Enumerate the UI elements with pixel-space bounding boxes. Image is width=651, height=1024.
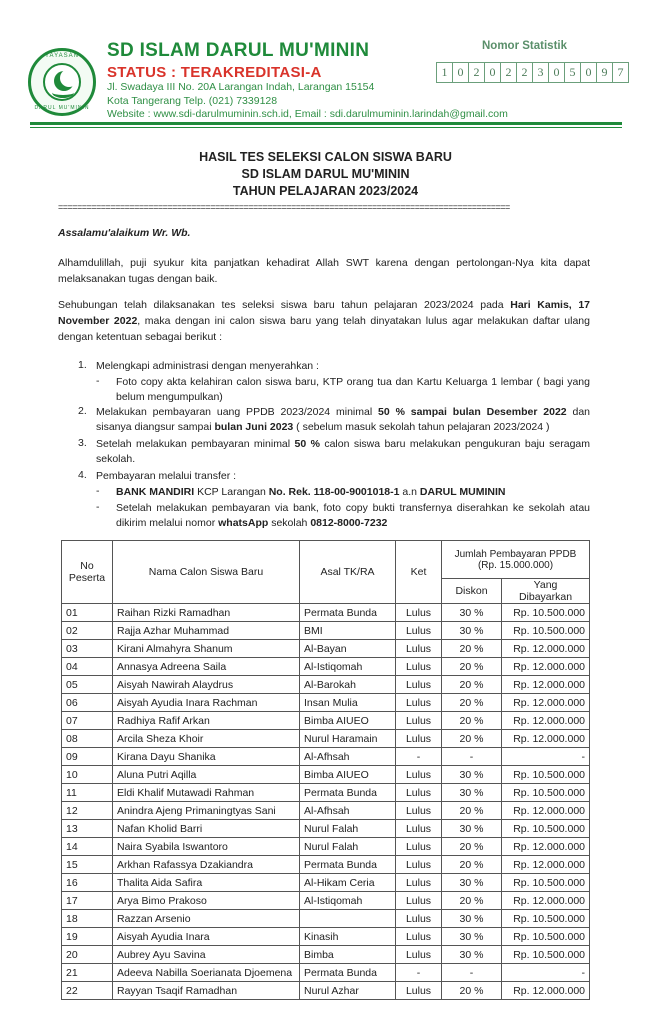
cell-discount: 30 % bbox=[442, 784, 502, 802]
cell-discount: 20 % bbox=[442, 676, 502, 694]
requirement-1: Melengkapi administrasi dengan menyerahkan : bbox=[96, 360, 319, 372]
requirement-2: Melakukan pembayaran uang PPDB 2023/2024 minimal 50 % sampai bulan Desember 2022 dan sisanya diangsur sampai bulan Juni 2023 ( sebelum masuk sekolah tahun pelajaran 2023/2024 ) bbox=[96, 406, 591, 433]
cell-no: 01 bbox=[62, 604, 113, 622]
doc-title-line3: TAHUN PELAJARAN 2023/2024 bbox=[232, 184, 419, 198]
cell-discount: 20 % bbox=[442, 982, 502, 1000]
cell-ket: Lulus bbox=[396, 838, 442, 856]
cell-name: Aluna Putri Aqilla bbox=[113, 766, 300, 784]
doc-title-line1: HASIL TES SELEKSI CALON SISWA BARU bbox=[199, 150, 452, 164]
cell-ket: Lulus bbox=[396, 712, 442, 730]
cell-ket: Lulus bbox=[396, 622, 442, 640]
table-row bbox=[62, 604, 590, 622]
nsa-digit: 7 bbox=[612, 62, 629, 83]
cell-origin: Permata Bunda bbox=[300, 784, 396, 802]
accreditation-status: STATUS : TERAKREDITASI-A bbox=[107, 64, 322, 81]
cell-ket: Lulus bbox=[396, 766, 442, 784]
header-divider-thin bbox=[30, 127, 622, 128]
table-row bbox=[62, 784, 590, 802]
cell-discount: 20 % bbox=[442, 802, 502, 820]
cell-name: Aisyah Ayudia Inara Rachman bbox=[113, 694, 300, 712]
cell-origin: Permata Bunda bbox=[300, 856, 396, 874]
school-logo bbox=[28, 48, 96, 116]
cell-no: 09 bbox=[62, 748, 113, 766]
cell-discount: 20 % bbox=[442, 712, 502, 730]
title-separator: =============================================================================================== bbox=[58, 202, 510, 212]
cell-name: Rayyan Tsaqif Ramadhan bbox=[113, 982, 300, 1000]
cell-ket: Lulus bbox=[396, 784, 442, 802]
cell-name: Arkhan Rafassya Dzakiandra bbox=[113, 856, 300, 874]
cell-paid: - bbox=[502, 964, 590, 982]
cell-paid: Rp. 10.500.000 bbox=[502, 946, 590, 964]
cell-origin: Al-Afhsah bbox=[300, 748, 396, 766]
cell-ket: - bbox=[396, 748, 442, 766]
cell-paid: Rp. 12.000.000 bbox=[502, 640, 590, 658]
table-row bbox=[62, 712, 590, 730]
cell-ket: Lulus bbox=[396, 694, 442, 712]
cell-discount: 30 % bbox=[442, 946, 502, 964]
cell-paid: Rp. 12.000.000 bbox=[502, 802, 590, 820]
cell-no: 16 bbox=[62, 874, 113, 892]
cell-paid: Rp. 12.000.000 bbox=[502, 730, 590, 748]
cell-name: Kirana Dayu Shanika bbox=[113, 748, 300, 766]
cell-discount: 30 % bbox=[442, 874, 502, 892]
cell-name: Arya Bimo Prakoso bbox=[113, 892, 300, 910]
cell-origin: Bimba AIUEO bbox=[300, 766, 396, 784]
cell-origin: Nurul Falah bbox=[300, 820, 396, 838]
cell-name: Eldi Khalif Mutawadi Rahman bbox=[113, 784, 300, 802]
cell-origin: Al-Bayan bbox=[300, 640, 396, 658]
cell-name: Aisyah Nawirah Alaydrus bbox=[113, 676, 300, 694]
cell-no: 20 bbox=[62, 946, 113, 964]
cell-name: Kirani Almahyra Shanum bbox=[113, 640, 300, 658]
cell-discount: 20 % bbox=[442, 838, 502, 856]
cell-name: Adeeva Nabilla Soerianata Djoemena bbox=[113, 964, 300, 982]
table-row bbox=[62, 856, 590, 874]
nsa-digit: 3 bbox=[532, 62, 549, 83]
cell-paid: Rp. 10.500.000 bbox=[502, 910, 590, 928]
cell-paid: Rp. 12.000.000 bbox=[502, 694, 590, 712]
cell-ket: Lulus bbox=[396, 874, 442, 892]
school-address: Jl. Swadaya III No. 20A Larangan Indah, Larangan 15154 bbox=[107, 81, 375, 93]
col-header-payment: Jumlah Pembayaran PPDB (Rp. 15.000.000) bbox=[442, 541, 590, 579]
cell-no: 22 bbox=[62, 982, 113, 1000]
cell-no: 03 bbox=[62, 640, 113, 658]
table-row bbox=[62, 982, 590, 1000]
cell-paid: Rp. 10.500.000 bbox=[502, 874, 590, 892]
test-date: Hari Kamis, 17 November 2022 bbox=[58, 299, 591, 327]
cell-discount: 20 % bbox=[442, 640, 502, 658]
cell-name: Arcila Sheza Khoir bbox=[113, 730, 300, 748]
cell-name: Aisyah Ayudia Inara bbox=[113, 928, 300, 946]
nsa-digit: 5 bbox=[564, 62, 581, 83]
cell-ket: Lulus bbox=[396, 820, 442, 838]
col-header-name: Nama Calon Siswa Baru bbox=[113, 541, 300, 604]
col-header-no: No Peserta bbox=[62, 541, 113, 604]
paragraph-opening: Alhamdulillah, puji syukur kita panjatkan kehadirat Allah SWT karena dengan pertolongan-Nya kita dapat melaksanakan tugas dengan baik. bbox=[58, 257, 590, 285]
cell-discount: 30 % bbox=[442, 766, 502, 784]
cell-discount: 30 % bbox=[442, 820, 502, 838]
cell-no: 05 bbox=[62, 676, 113, 694]
cell-discount: 30 % bbox=[442, 622, 502, 640]
cell-name: Razzan Arsenio bbox=[113, 910, 300, 928]
cell-paid: Rp. 10.500.000 bbox=[502, 622, 590, 640]
cell-paid: Rp. 12.000.000 bbox=[502, 982, 590, 1000]
cell-no: 13 bbox=[62, 820, 113, 838]
cell-discount: 30 % bbox=[442, 928, 502, 946]
table-row bbox=[62, 802, 590, 820]
transfer-note: Setelah melakukan pembayaran via bank, foto copy bukti transfernya diserahkan ke sekolah atau dikirim melalui nomor whatsApp sekolah 0812-8000-7232 bbox=[116, 502, 590, 529]
nsa-digit: 0 bbox=[452, 62, 469, 83]
cell-name: Nafan Kholid Barri bbox=[113, 820, 300, 838]
cell-discount: - bbox=[442, 748, 502, 766]
cell-ket: - bbox=[396, 964, 442, 982]
cell-no: 14 bbox=[62, 838, 113, 856]
cell-name: Raihan Rizki Ramadhan bbox=[113, 604, 300, 622]
requirement-1-detail: Foto copy akta kelahiran calon siswa baru, KTP orang tua dan Kartu Keluarga 1 lembar ( bagi yang belum mengumpulkan) bbox=[116, 376, 590, 403]
cell-no: 18 bbox=[62, 910, 113, 928]
doc-title-line2: SD ISLAM DARUL MU'MININ bbox=[241, 167, 410, 181]
cell-origin: Al-Istiqomah bbox=[300, 658, 396, 676]
logo-emblem bbox=[43, 63, 81, 101]
cell-ket: Lulus bbox=[396, 946, 442, 964]
cell-origin: Nurul Falah bbox=[300, 838, 396, 856]
cell-paid: Rp. 10.500.000 bbox=[502, 766, 590, 784]
header-divider-thick bbox=[30, 122, 622, 125]
cell-ket: Lulus bbox=[396, 892, 442, 910]
table-row bbox=[62, 874, 590, 892]
col-header-origin: Asal TK/RA bbox=[300, 541, 396, 604]
table-row bbox=[62, 820, 590, 838]
cell-no: 04 bbox=[62, 658, 113, 676]
school-city-phone: Kota Tangerang Telp. (021) 7339128 bbox=[107, 95, 278, 107]
cell-paid: Rp. 10.500.000 bbox=[502, 820, 590, 838]
school-name: SD ISLAM DARUL MU'MININ bbox=[107, 40, 370, 61]
logo-ring-top-text: YAYASAN bbox=[44, 53, 79, 59]
logo-ring-bottom-text: DARUL MU'MININ bbox=[34, 105, 90, 111]
col-header-ket: Ket bbox=[396, 541, 442, 604]
cell-origin bbox=[300, 910, 396, 928]
cell-discount: 30 % bbox=[442, 910, 502, 928]
nsa-digit: 1 bbox=[436, 62, 453, 83]
cell-ket: Lulus bbox=[396, 676, 442, 694]
cell-origin: Bimba AIUEO bbox=[300, 712, 396, 730]
table-row bbox=[62, 730, 590, 748]
cell-name: Anindra Ajeng Primaningtyas Sani bbox=[113, 802, 300, 820]
cell-no: 02 bbox=[62, 622, 113, 640]
cell-paid: Rp. 10.500.000 bbox=[502, 604, 590, 622]
cell-name: Radhiya Rafif Arkan bbox=[113, 712, 300, 730]
cell-name: Rajja Azhar Muhammad bbox=[113, 622, 300, 640]
cell-no: 07 bbox=[62, 712, 113, 730]
cell-name: Annasya Adreena Saila bbox=[113, 658, 300, 676]
cell-paid: - bbox=[502, 748, 590, 766]
table-row bbox=[62, 838, 590, 856]
greeting: Assalamu'alaikum Wr. Wb. bbox=[58, 227, 191, 239]
table-row bbox=[62, 892, 590, 910]
col-header-paid: Yang Dibayarkan bbox=[502, 579, 590, 604]
cell-origin: BMI bbox=[300, 622, 396, 640]
cell-ket: Lulus bbox=[396, 658, 442, 676]
cell-no: 21 bbox=[62, 964, 113, 982]
cell-origin: Al-Hikam Ceria bbox=[300, 874, 396, 892]
cell-no: 17 bbox=[62, 892, 113, 910]
nsa-digit-boxes bbox=[437, 62, 629, 83]
cell-discount: - bbox=[442, 964, 502, 982]
cell-discount: 20 % bbox=[442, 658, 502, 676]
table-row bbox=[62, 676, 590, 694]
cell-name: Naira Syabila Iswantoro bbox=[113, 838, 300, 856]
cell-name: Aubrey Ayu Savina bbox=[113, 946, 300, 964]
table-row bbox=[62, 622, 590, 640]
cell-paid: Rp. 12.000.000 bbox=[502, 892, 590, 910]
cell-origin: Nurul Azhar bbox=[300, 982, 396, 1000]
cell-paid: Rp. 10.500.000 bbox=[502, 784, 590, 802]
table-row bbox=[62, 910, 590, 928]
table-row bbox=[62, 694, 590, 712]
nsa-digit: 9 bbox=[596, 62, 613, 83]
school-web-email: Website : www.sdi-darulmuminin.sch.id, Email : sdi.darulmuminin.larindah@gmail.com bbox=[107, 108, 508, 120]
cell-origin: Al-Barokah bbox=[300, 676, 396, 694]
cell-discount: 20 % bbox=[442, 892, 502, 910]
cell-discount: 30 % bbox=[442, 604, 502, 622]
nsa-digit: 0 bbox=[580, 62, 597, 83]
results-table bbox=[61, 540, 590, 1000]
nsa-label: Nomor Statistik bbox=[482, 40, 567, 52]
bank-account: BANK MANDIRI KCP Larangan No. Rek. 118-00-9001018-1 a.n DARUL MUMININ bbox=[116, 486, 506, 498]
table-row bbox=[62, 946, 590, 964]
cell-origin: Insan Mulia bbox=[300, 694, 396, 712]
table-row bbox=[62, 640, 590, 658]
cell-ket: Lulus bbox=[396, 856, 442, 874]
col-header-discount: Diskon bbox=[442, 579, 502, 604]
table-row bbox=[62, 964, 590, 982]
cell-name: Thalita Aida Safira bbox=[113, 874, 300, 892]
cell-paid: Rp. 12.000.000 bbox=[502, 838, 590, 856]
nsa-digit: 0 bbox=[548, 62, 565, 83]
cell-paid: Rp. 12.000.000 bbox=[502, 676, 590, 694]
cell-ket: Lulus bbox=[396, 982, 442, 1000]
cell-no: 06 bbox=[62, 694, 113, 712]
cell-origin: Nurul Haramain bbox=[300, 730, 396, 748]
cell-discount: 20 % bbox=[442, 694, 502, 712]
cell-origin: Permata Bunda bbox=[300, 964, 396, 982]
cell-ket: Lulus bbox=[396, 928, 442, 946]
cell-no: 11 bbox=[62, 784, 113, 802]
cell-no: 15 bbox=[62, 856, 113, 874]
cell-origin: Kinasih bbox=[300, 928, 396, 946]
nsa-digit: 2 bbox=[516, 62, 533, 83]
cell-paid: Rp. 10.500.000 bbox=[502, 928, 590, 946]
table-row bbox=[62, 748, 590, 766]
book-icon bbox=[52, 87, 74, 98]
requirement-3: Setelah melakukan pembayaran minimal 50 % calon siswa baru melakukan pengukuran baju seragam sekolah. bbox=[96, 438, 591, 465]
nsa-digit: 2 bbox=[468, 62, 485, 83]
cell-ket: Lulus bbox=[396, 730, 442, 748]
cell-origin: Al-Afhsah bbox=[300, 802, 396, 820]
nsa-digit: 2 bbox=[500, 62, 517, 83]
cell-no: 10 bbox=[62, 766, 113, 784]
cell-paid: Rp. 12.000.000 bbox=[502, 856, 590, 874]
cell-discount: 20 % bbox=[442, 856, 502, 874]
cell-paid: Rp. 12.000.000 bbox=[502, 658, 590, 676]
cell-ket: Lulus bbox=[396, 910, 442, 928]
cell-no: 08 bbox=[62, 730, 113, 748]
cell-ket: Lulus bbox=[396, 604, 442, 622]
nsa-digit: 0 bbox=[484, 62, 501, 83]
cell-origin: Permata Bunda bbox=[300, 604, 396, 622]
paragraph-announcement: Sehubungan telah dilaksanakan tes seleksi siswa baru tahun pelajaran 2023/2024 pada Hari Kamis, 17 November 2022, maka dengan ini calon siswa baru yang telah dinyatakan lulus agar melakukan daftar ulang dengan ketentuan sebagai berikut : bbox=[58, 299, 591, 343]
cell-no: 19 bbox=[62, 928, 113, 946]
cell-origin: Bimba bbox=[300, 946, 396, 964]
cell-paid: Rp. 12.000.000 bbox=[502, 712, 590, 730]
cell-discount: 20 % bbox=[442, 730, 502, 748]
requirement-4: Pembayaran melalui transfer : bbox=[96, 470, 237, 482]
table-row bbox=[62, 658, 590, 676]
cell-origin: Al-Istiqomah bbox=[300, 892, 396, 910]
table-row bbox=[62, 766, 590, 784]
cell-no: 12 bbox=[62, 802, 113, 820]
table-row bbox=[62, 928, 590, 946]
cell-ket: Lulus bbox=[396, 802, 442, 820]
cell-ket: Lulus bbox=[396, 640, 442, 658]
